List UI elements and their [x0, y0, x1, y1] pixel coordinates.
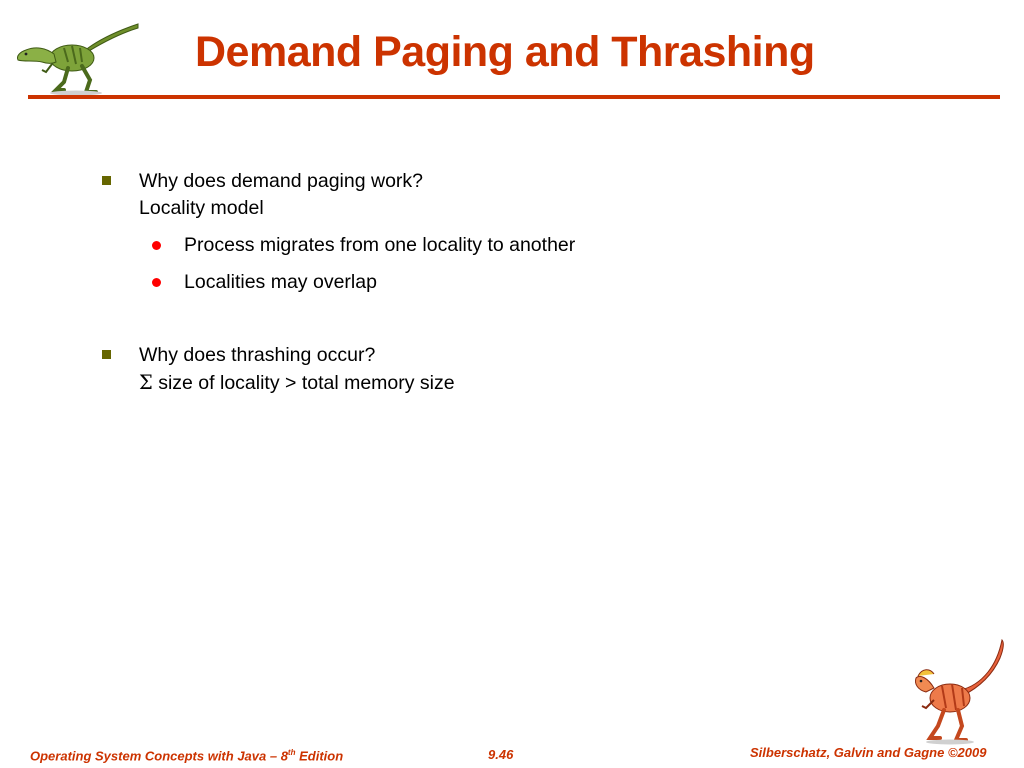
sub-bullet-2: Localities may overlap — [184, 271, 377, 293]
footer-course-prefix: Operating System Concepts with Java – 8 — [30, 748, 288, 764]
title-divider — [28, 95, 1000, 99]
green-dinosaur-icon — [10, 18, 142, 96]
bullet-1-line-1: Why does demand paging work? — [139, 170, 423, 192]
square-bullet-icon — [102, 176, 111, 185]
red-dinosaur-icon — [904, 638, 1012, 748]
sigma-symbol: Σ — [139, 371, 153, 394]
bullet-2-line-2-text: size of locality > total memory size — [152, 372, 455, 394]
footer-course — [30, 748, 343, 763]
round-bullet-icon — [152, 241, 161, 250]
square-bullet-icon — [102, 350, 111, 359]
bullet-1-line-2: Locality model — [139, 197, 264, 219]
page-number: 9.46 — [488, 747, 514, 762]
bullet-2-line-1: Why does thrashing occur? — [139, 344, 376, 366]
round-bullet-icon — [152, 278, 161, 287]
slide-title: Demand Paging and Thrashing — [195, 28, 815, 76]
bullet-2-line-2 — [139, 371, 455, 395]
footer-course-suffix: Edition — [295, 748, 344, 764]
footer-copyright: Silberschatz, Galvin and Gagne ©2009 — [750, 745, 987, 760]
sub-bullet-1: Process migrates from one locality to another — [184, 234, 576, 256]
footer-course-sup: th — [287, 748, 296, 757]
